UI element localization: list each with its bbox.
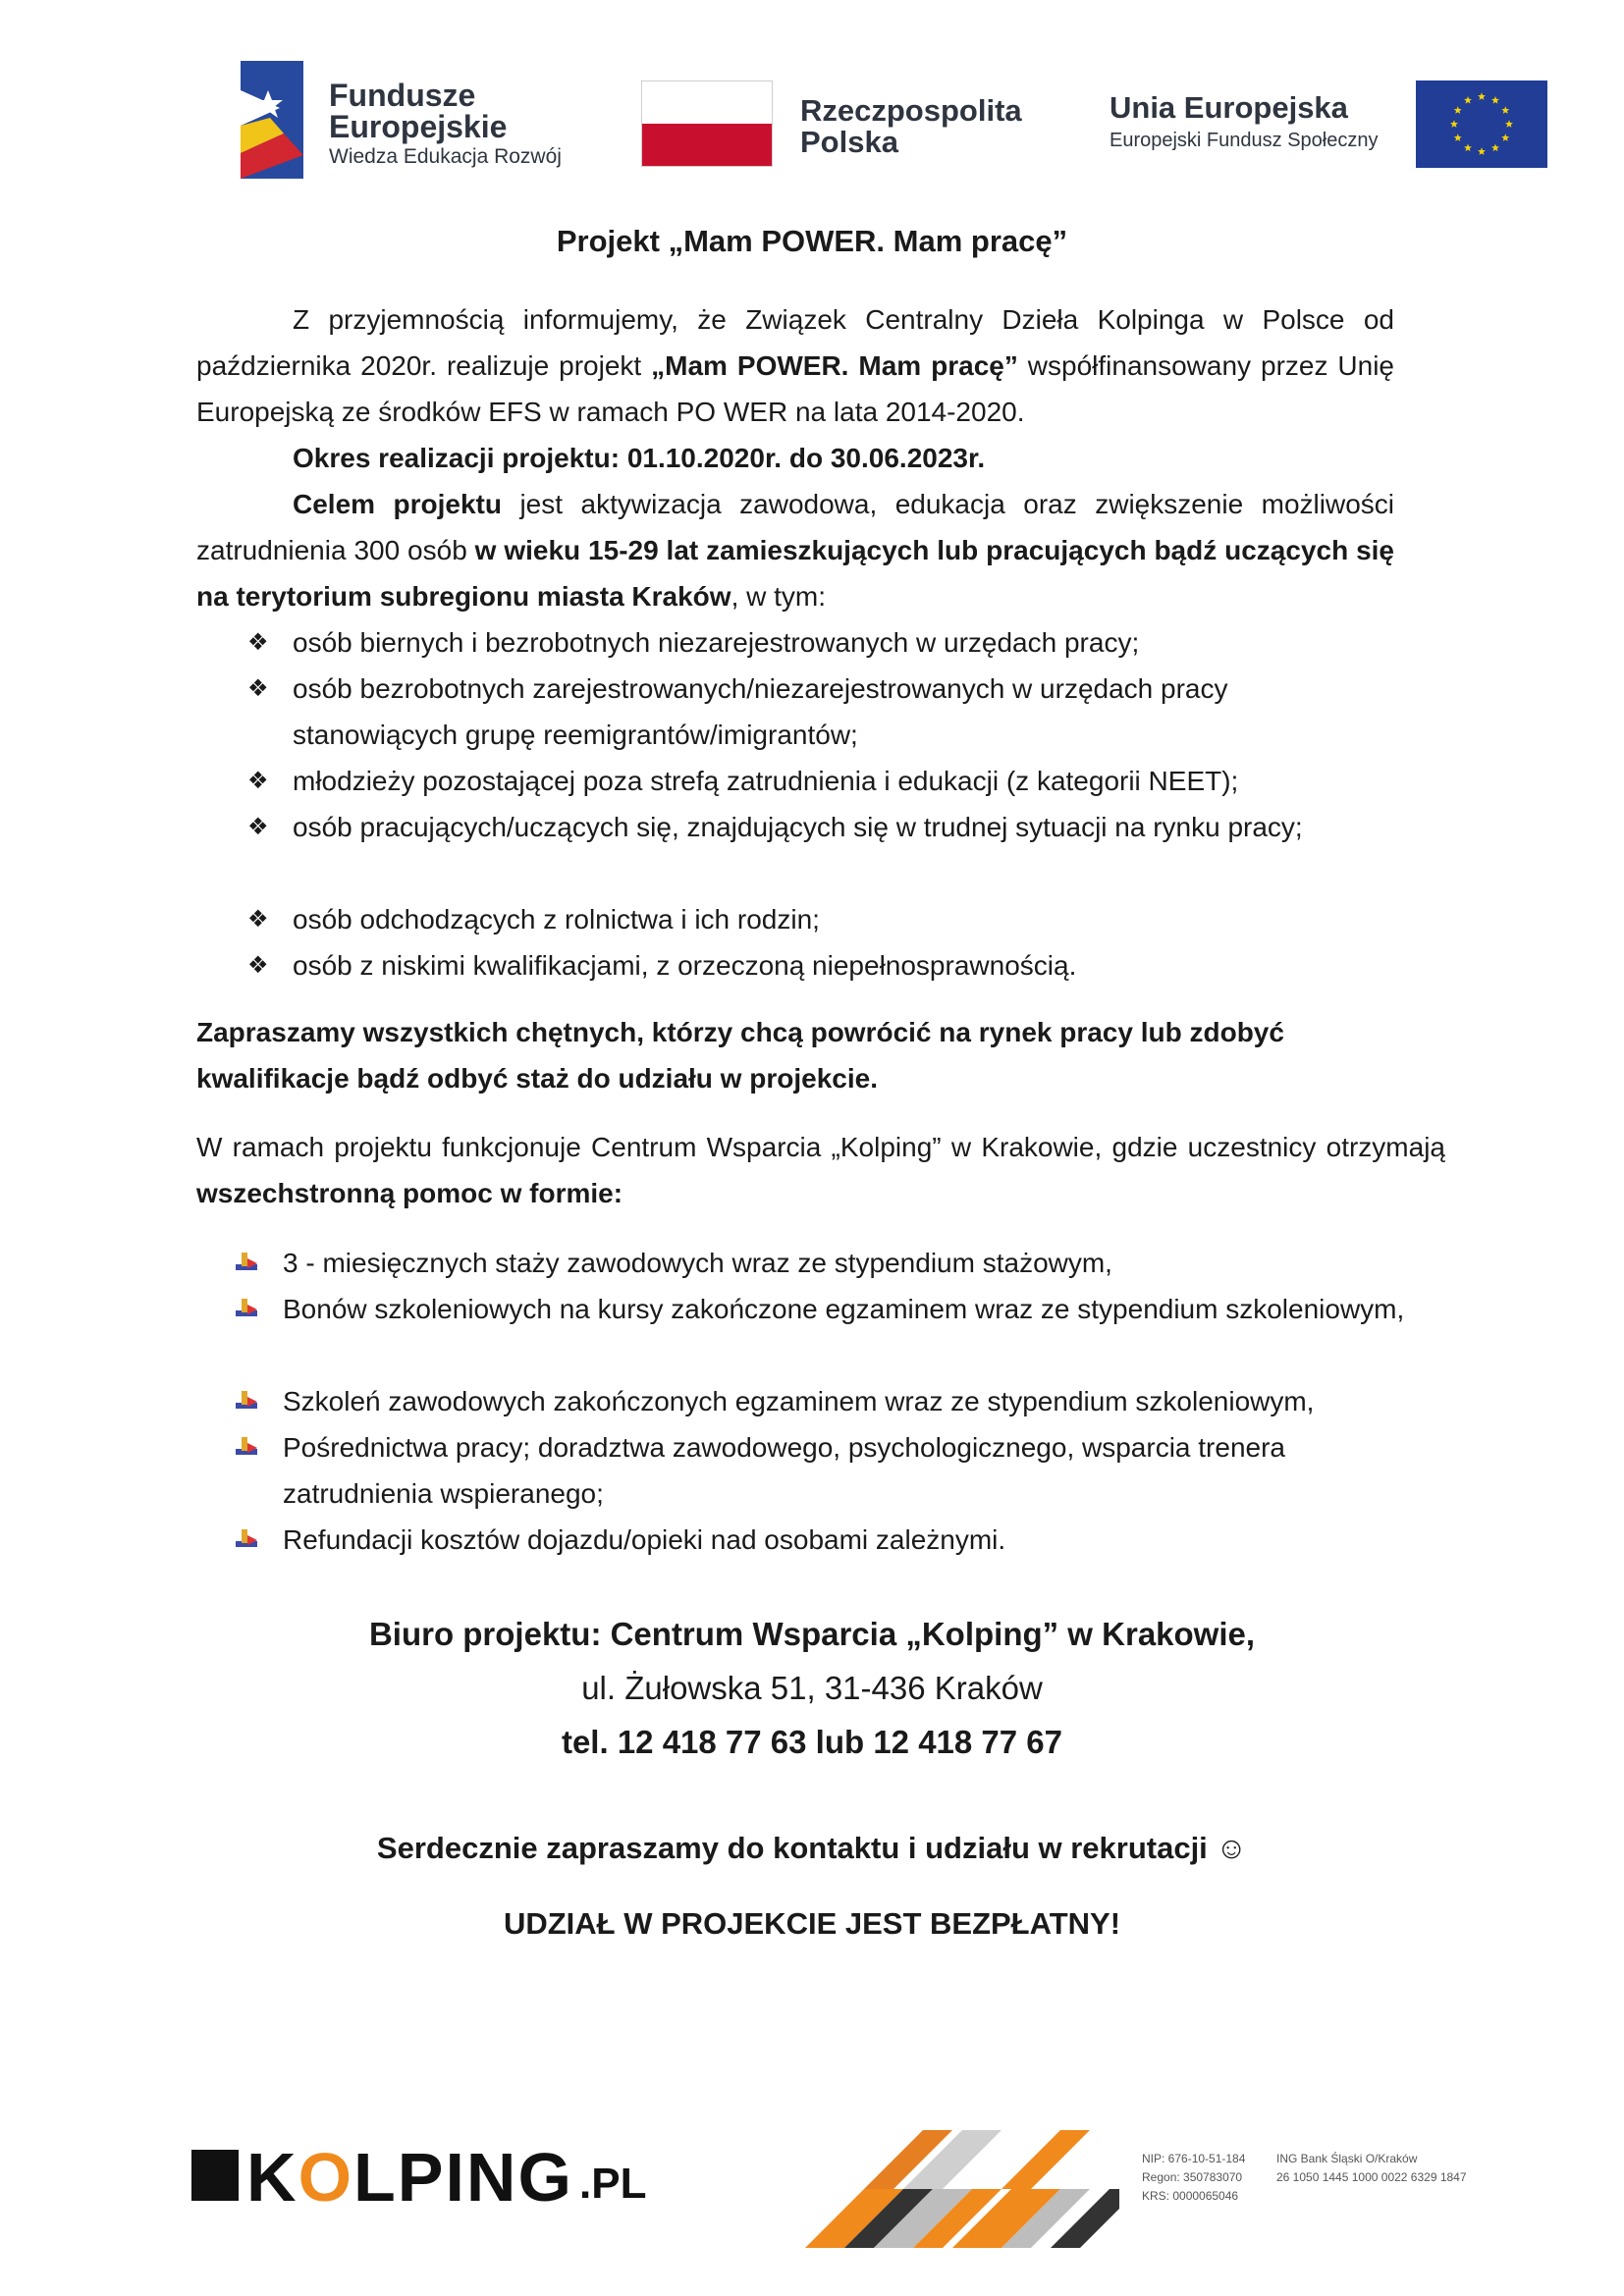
regon: Regon: 350783070 (1142, 2170, 1243, 2184)
office-title: Biuro projektu: Centrum Wsparcia „Kolping” w Krakowie, (368, 1616, 1256, 1652)
list-item-text: osób biernych i bezrobotnych niezarejestrowanych w urzędach pracy; (293, 627, 1140, 658)
diamond-bullet-icon: ❖ (247, 768, 269, 794)
free-participation-notice: UDZIAŁ W PROJEKCIE JEST BEZPŁATNY! (503, 1906, 1121, 1941)
arrow-bullet-icon (234, 1389, 259, 1413)
list-item-text: Szkoleń zawodowych zakończonych egzaminem wraz ze stypendium szkoleniowym, (283, 1386, 1315, 1416)
goal-text-d: , w tym: (731, 581, 827, 612)
support-intro-text: W ramach projektu funkcjonuje Centrum Wsparcia „Kolping” w Krakowie, gdzie uczestnicy otrzymają (196, 1132, 1445, 1162)
registration-info (1142, 2150, 1245, 2206)
diamond-bullet-icon: ❖ (247, 906, 269, 933)
project-name: „Mam POWER. Mam pracę” (651, 350, 1018, 381)
ue-subtitle: Europejski Fundusz Społeczny (1110, 130, 1379, 151)
diamond-bullet-icon: ❖ (247, 675, 269, 702)
goal-paragraph (196, 481, 1394, 619)
rp-title-line2: Polska (800, 125, 898, 159)
office-address: ul. Żułowska 51, 31-436 Kraków (581, 1670, 1043, 1706)
polish-flag-icon (641, 80, 773, 167)
list-item-text: 3 - miesięcznych staży zawodowych wraz ze stypendium stażowym, (283, 1248, 1112, 1278)
list-item-text: Pośrednictwa pracy; doradztwa zawodowego, psychologicznego, wsparcia trenera zatrudnienia wspieranego; (283, 1432, 1285, 1509)
diamond-bullet-icon: ❖ (247, 814, 269, 840)
kolping-decorative-pattern-icon (805, 2130, 1119, 2248)
eu-flag-icon (1416, 80, 1547, 168)
list-item-text: osób z niskimi kwalifikacjami, z orzeczoną niepełnosprawnością. (293, 950, 1077, 981)
project-period: Okres realizacji projektu: 01.10.2020r. do 30.06.2023r. (293, 443, 986, 473)
bank-account: 26 1050 1445 1000 0022 6329 1847 (1276, 2170, 1467, 2184)
kolping-domain: .PL (579, 2160, 647, 2208)
goal-target-group: w wieku 15-29 lat zamieszkujących lub pracujących bądź uczących się na terytorium subregionu miasta Kraków (196, 535, 1394, 612)
list-item-text: Refundacji kosztów dojazdu/opieki nad osobami zależnymi. (283, 1524, 1006, 1555)
goal-label: Celem projektu (293, 489, 502, 519)
list-item-text: osób bezrobotnych zarejestrowanych/niezarejestrowanych w urzędach pracy stanowiących grupę reemigrantów/imigrantów; (293, 673, 1228, 750)
intro-text-a: Z przyjemnością informujemy, że Związek Centralny Dzieła Kolpinga w Polsce od października 2020r. realizuje projekt (196, 304, 1394, 381)
kolping-k-box-icon (191, 2150, 239, 2201)
support-intro-paragraph (196, 1124, 1445, 1216)
list-item-text: Bonów szkoleniowych na kursy zakończone egzaminem wraz ze stypendium szkoleniowym, (283, 1294, 1405, 1324)
diamond-bullet-icon: ❖ (247, 952, 269, 979)
kolping-wordmark: KOLPING (246, 2139, 573, 2216)
list-item-text: młodzieży pozostającej poza strefą zatrudnienia i edukacji (z kategorii NEET); (293, 766, 1239, 796)
goal-text-b: jest aktywizacja zawodowa, edukacja oraz zwiększenie możliwości zatrudnienia 300 osób (196, 489, 1394, 565)
support-intro-bold: wszechstronną pomoc w formie: (196, 1178, 623, 1208)
bank-info (1276, 2150, 1467, 2187)
office-phone: tel. 12 418 77 63 lub 12 418 77 67 (561, 1724, 1063, 1760)
krs: KRS: 0000065046 (1142, 2189, 1239, 2203)
arrow-bullet-icon (234, 1527, 259, 1551)
fe-subtitle: Wiedza Edukacja Rozwój (329, 145, 562, 168)
fe-title-line2: Europejskie (329, 109, 508, 144)
bank-name: ING Bank Śląski O/Kraków (1276, 2152, 1418, 2165)
arrow-bullet-icon (234, 1251, 259, 1274)
invite-paragraph: Zapraszamy wszystkich chętnych, którzy chcą powrócić na rynek pracy lub zdobyć kwalifikacje bądź odbyć staż do udziału w projekcie. (196, 1017, 1284, 1094)
intro-text-c: współfinansowany przez Unię Europejską ze środków EFS w ramach PO WER na lata 2014-2020. (196, 350, 1394, 427)
intro-paragraph (196, 296, 1394, 435)
rp-title-line1: Rzeczpospolita (800, 93, 1022, 128)
diamond-bullet-icon: ❖ (247, 629, 269, 656)
page-title: Projekt „Mam POWER. Mam pracę” (556, 224, 1068, 258)
ue-title: Unia Europejska (1110, 90, 1348, 125)
fundusze-europejskie-logo-icon (241, 61, 311, 179)
nip: NIP: 676-10-51-184 (1142, 2152, 1246, 2165)
arrow-bullet-icon (234, 1435, 259, 1459)
fe-title-line1: Fundusze (329, 78, 476, 113)
arrow-bullet-icon (234, 1297, 259, 1320)
list-item-text: osób pracujących/uczących się, znajdujących się w trudnej sytuacji na rynku pracy; (293, 812, 1303, 842)
closing-invitation: Serdecznie zapraszamy do kontaktu i udziału w rekrutacji ☺ (376, 1831, 1248, 1865)
list-item-text: osób odchodzących z rolnictwa i ich rodzin; (293, 904, 820, 934)
